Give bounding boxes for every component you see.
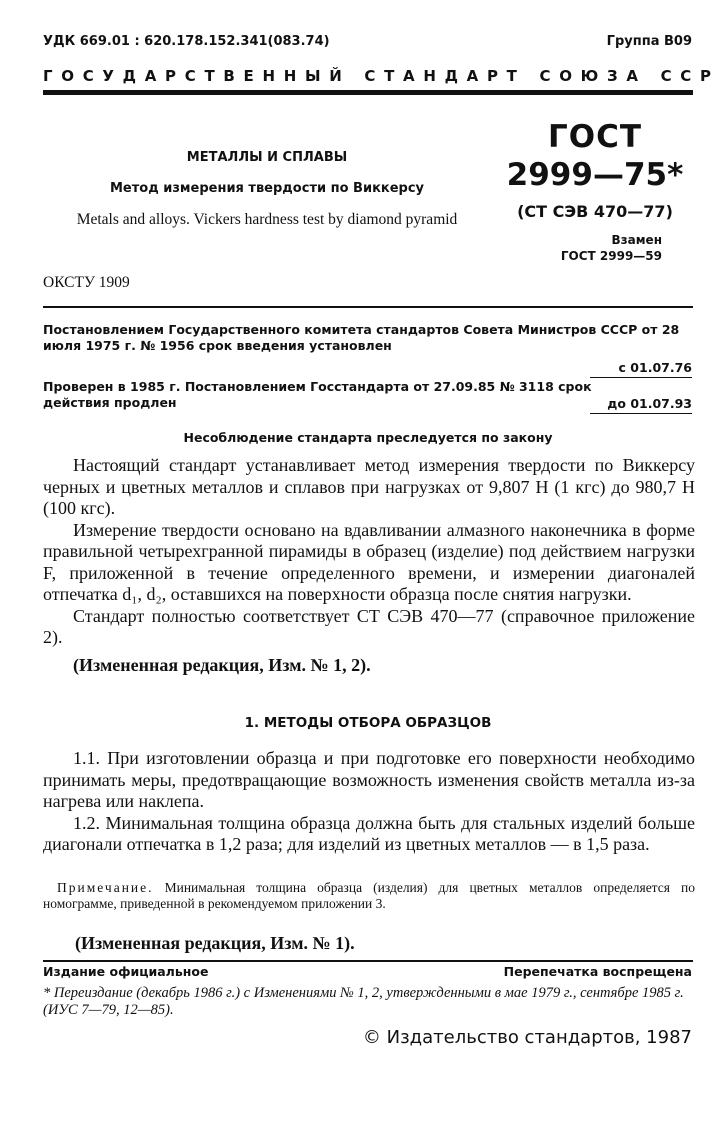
decree-date-underline: [590, 377, 692, 378]
paragraph: Настоящий стандарт устанавливает метод измерения твердости по Виккерсу черных и цветных металлов и сплавов при нагрузках от 9,807 Н (1 кгс) до 980,7 Н (100 кгс).: [43, 455, 695, 518]
clause-1-2: 1.2. Минимальная толщина образца должна быть для стальных изделий больше диагонали отпечатка в 1,2 раза; для изделий из цветных металлов — в 1,5 раза.: [43, 812, 695, 854]
copyright: © Издательство стандартов, 1987: [362, 1027, 692, 1048]
note-text: Минимальная толщина образца (изделия) для цветных металлов определяется по номограмме, приведенной в рекомендуемом приложении 3.: [43, 880, 695, 911]
warning-text: Несоблюдение стандарта преследуется по закону: [183, 430, 553, 445]
official-edition: Издание официальное: [43, 964, 209, 979]
state-standard-banner: ГОСУДАРСТВЕННЫЙ СТАНДАРТ СОЮЗА ССР: [43, 67, 720, 85]
reprint-forbidden: Перепечатка воспрещена: [503, 964, 692, 979]
title-main: МЕТАЛЛЫ И СПЛАВЫ: [186, 150, 348, 165]
paragraph: Стандарт полностью соответствует СТ СЭВ 470—77 (справочное приложение 2).: [43, 605, 695, 647]
header-rule: [43, 90, 693, 95]
check-date: [607, 396, 692, 411]
okstu-rule: [43, 306, 693, 308]
decree-date: [619, 360, 692, 375]
group-code: Группа В09: [606, 34, 692, 49]
revision-note-2: (Измененная редакция, Изм. № 1).: [75, 933, 355, 953]
check-date-underline: [590, 413, 692, 414]
decree-date-text: с 01.07.76: [618, 360, 692, 375]
reissue-note: * Переиздание (декабрь 1986 г.) с Изменениями № 1, 2, утвержденными в мае 1979 г., сентябре 1985 г. (ИУС 7—79, 12—85).: [43, 985, 684, 1018]
intro-body: [43, 455, 695, 676]
gost-number: 2999—75*: [506, 157, 684, 193]
revision-note: (Измененная редакция, Изм. № 1, 2).: [73, 654, 371, 675]
replaces-label: Взамен: [611, 233, 662, 247]
check-date-text: до 01.07.93: [607, 396, 692, 411]
okstu-code: ОКСТУ 1909: [43, 274, 130, 291]
section-title: 1. МЕТОДЫ ОТБОРА ОБРАЗЦОВ: [244, 715, 492, 731]
sev-number: (СТ СЭВ 470—77): [517, 202, 673, 221]
paragraph: Измерение твердости основано на вдавливании алмазного наконечника в форме правильной четырехгранной пирамиды в образец (изделие) под действием нагрузки F, приложенной в течение определенного времени, и измерении диагоналей отпечатка d₁, d₂, оставшихся на поверхности образца после снятия нагрузки.: [43, 519, 695, 604]
clause-1-1: 1.1. При изготовлении образца и при подготовке его поверхности необходимо принимать меры, предотвращающие возможность изменения свойств металла из-за нагрева или наклепа.: [43, 748, 695, 811]
title-sub: Метод измерения твердости по Виккерсу: [109, 181, 425, 196]
check-text: Проверен в 1985 г. Постановлением Госстандарта от 27.09.85 № 3118 срок действия продлен: [43, 379, 592, 410]
gost-block: [500, 118, 690, 263]
title-block: [43, 150, 491, 229]
note: [43, 880, 695, 912]
gost-label: ГОСТ: [547, 119, 642, 155]
note-label: Примечание.: [57, 880, 154, 895]
title-english: Metals and alloys. Vickers hardness test by diamond pyramid: [76, 211, 458, 228]
footer-rule: [43, 960, 693, 962]
decree-text: Постановлением Государственного комитета стандартов Совета Министров СССР от 28 июля 1975 г. № 1956 срок введения установлен: [43, 322, 680, 353]
udk-code: УДК 669.01 : 620.178.152.341(083.74): [43, 34, 330, 49]
replaces-standard: ГОСТ 2999—59: [560, 249, 662, 263]
section-body: [43, 748, 695, 856]
